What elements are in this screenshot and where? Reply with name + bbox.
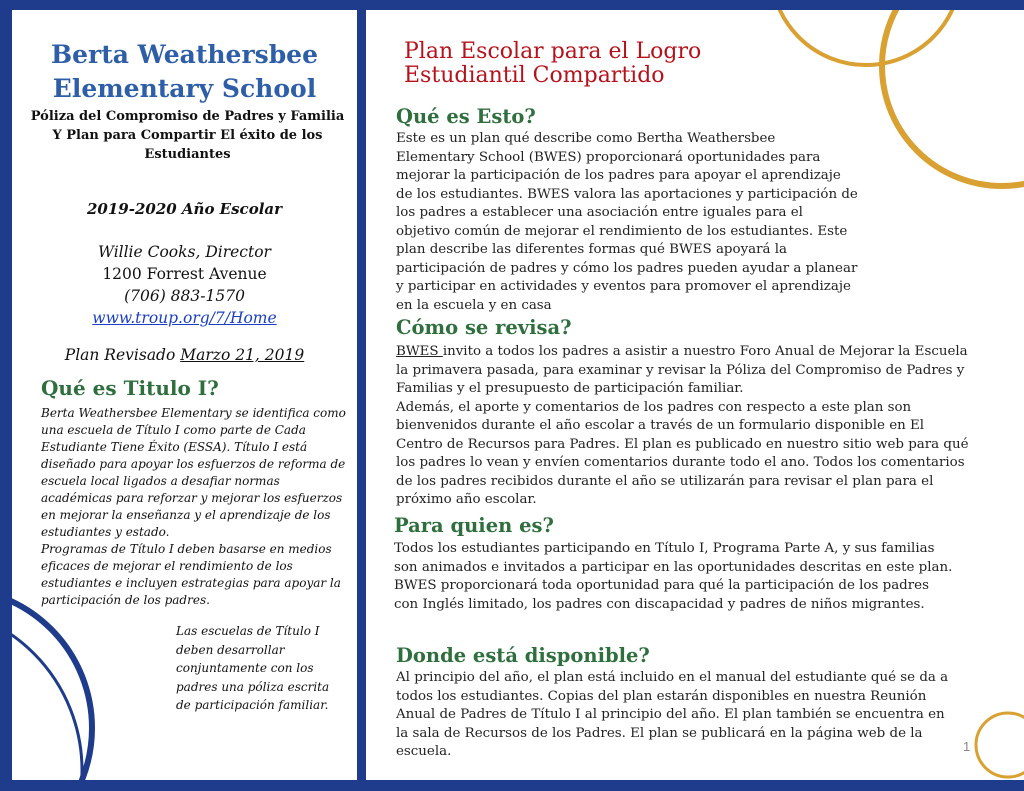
title1-body xyxy=(41,405,351,609)
school-address: 1200 Forrest Avenue xyxy=(102,265,267,283)
title1-paragraph-1: Berta Weathersbee Elementary se identifica como una escuela de Título I como parte de Cada Estudiante Tiene Éxito (ESSA). Título I está diseñado para apoyar los esfuerzos de reforma de escuela local ligados a desafiar normas académicas para reforzar y mejorar los esfuerzos en mejorar la enseñanza y el aprendizaje de los estudiantes y estado. xyxy=(41,406,346,539)
school-name xyxy=(12,38,357,106)
left-panel xyxy=(12,10,357,780)
what-heading: Qué es Esto? xyxy=(396,105,536,128)
policy-title xyxy=(30,107,345,164)
director-name: Willie Cooks, Director xyxy=(98,243,271,261)
policy-title-line3: Estudiantes xyxy=(144,147,231,162)
school-name-line2: Elementary School xyxy=(52,74,317,103)
revised-date: Marzo 21, 2019 xyxy=(180,346,305,364)
revised-date-line xyxy=(12,346,357,364)
policy-title-line1: Póliza del Compromiso de Padres y Familia xyxy=(30,109,345,124)
plan-title xyxy=(404,40,701,88)
title1-heading: Qué es Titulo I? xyxy=(41,376,219,400)
review-lead: BWES xyxy=(396,344,443,359)
title1-callout: Las escuelas de Título I deben desarrollar conjuntamente con los padres una póliza escrita de participación familiar. xyxy=(176,624,330,712)
revised-prefix: Plan Revisado xyxy=(64,346,176,364)
right-panel xyxy=(366,10,1024,780)
review-body xyxy=(396,343,971,510)
who-body: Todos los estudiantes participando en Título I, Programa Parte A, y sus familias son animados e invitados a participar en las oportunidades descritas en este plan. BWES proporcionará toda oportunidad para qué la participación de los padres con Inglés limitado, los padres con discapacidad y padres de niños migrantes. xyxy=(394,541,953,612)
what-body: Este es un plan qué describe como Bertha Weathersbee Elementary School (BWES) proporcionará oportunidades para mejorar la participación de los padres para apoyar el aprendizaje de los estudiantes. BWES valora las aportaciones y participación de los padres a establecer una asociación entre iguales para el objetivo común de mejorar el rendimiento de los estudiantes. Este plan describe las diferentes formas qué BWES apoyará la participación de padres y cómo los padres pueden ayudar a planear y participar en actividades y eventos para promover el aprendizaje en la escuela y en casa xyxy=(396,131,858,313)
policy-title-line2: Y Plan para Compartir El éxito de los xyxy=(52,128,323,143)
school-name-line1: Berta Weathersbee xyxy=(51,40,318,69)
who-heading: Para quien es? xyxy=(394,514,554,537)
plan-title-line1: Plan Escolar para el Logro xyxy=(404,39,702,64)
plan-title-line2: Estudiantil Compartido xyxy=(404,63,665,88)
review-text-1: invito a todos los padres a asistir a nuestro Foro Anual de Mejorar la Escuela la primavera pasada, para examinar y revisar la Póliza del Compromiso de Padres y Familias y el presupuesto de participación familiar. xyxy=(396,344,968,396)
school-phone: (706) 883-1570 xyxy=(124,287,245,305)
school-year: 2019-2020 Año Escolar xyxy=(86,200,283,218)
where-heading: Donde está disponible? xyxy=(396,644,650,667)
page-number: 1 xyxy=(963,739,971,754)
school-website-link[interactable]: www.troup.org/7/Home xyxy=(92,309,277,327)
where-body: Al principio del año, el plan está incluido en el manual del estudiante qué se da a todos los estudiantes. Copias del plan estarán disponibles en nuestra Reunión Anual de Padres de Título I al principio del año. El plan también se encuentra en la sala de Recursos de los Padres. El plan se publicará en la página web de la escuela. xyxy=(396,670,949,759)
review-paragraph-1 xyxy=(396,343,971,399)
review-heading: Cómo se revisa? xyxy=(396,316,572,339)
review-paragraph-2: Además, el aporte y comentarios de los padres con respecto a este plan son bienvenidos durante el año escolar a través de un formulario disponible en El Centro de Recursos para Padres. El plan es publicado en nuestro sitio web para qué los padres lo vean y envíen comentarios durante todo el ano. Todos los comentarios de los padres recibidos durante el año se utilizarán para revisar el plan para el próximo año escolar. xyxy=(396,399,969,507)
title1-paragraph-2: Programas de Título I deben basarse en medios eficaces de mejorar el rendimiento de los estudiantes e incluyen estrategias para apoyar la participación de los padres. xyxy=(41,542,341,607)
